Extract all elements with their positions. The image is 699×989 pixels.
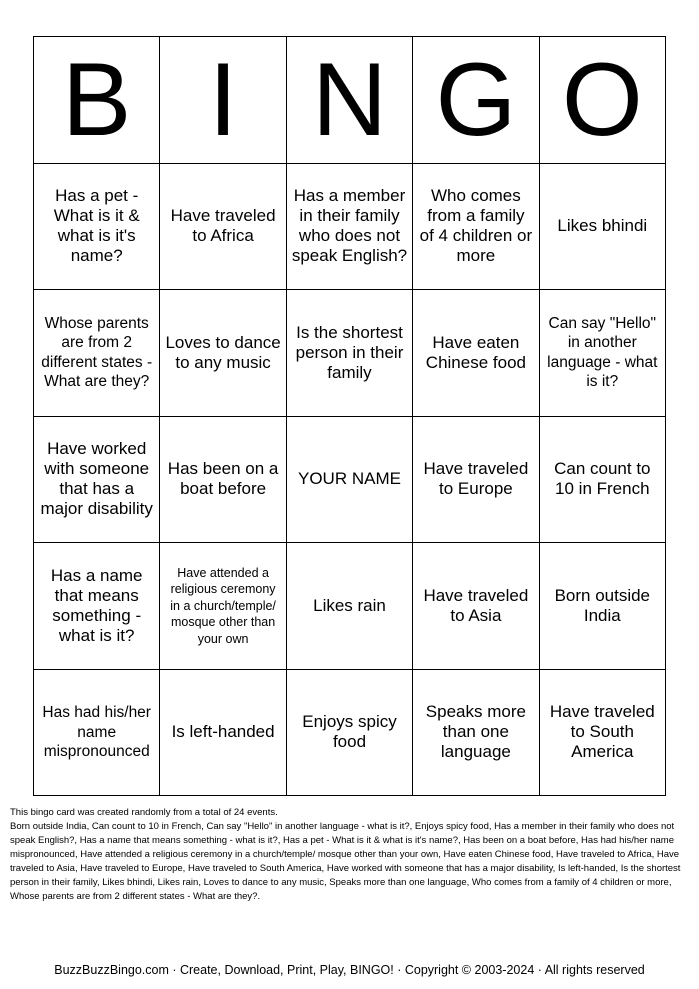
bingo-square[interactable]: Likes rain	[287, 543, 413, 670]
header-letter-o: O	[540, 37, 666, 164]
bingo-square[interactable]: Have traveled to Europe	[413, 417, 539, 544]
footnote-event-list: Born outside India, Can count to 10 in French, Can say "Hello" in another language - what is it?, Enjoys spicy food, Has a member in their family who does not speak English?, Has a name that means something - what is it?, Has a pet - What is it & what is it's name?, Has been on a boat before, Has had his/her name mispronounced, Have attended a religious ceremony in a church/temple/ mosque other than your own, Have eaten Chinese food, Have traveled to Africa, Have traveled to Asia, Have traveled to Europe, Have traveled to South America, Have worked with someone that has a major disability, Is left-handed, Is the shortest person in their family, Likes bhindi, Likes rain, Loves to dance to any music, Speaks more than one language, Who comes from a family of 4 children or more, Whose parents are from 2 different states - What are they?.	[10, 821, 681, 902]
site-footer: BuzzBuzzBingo.com · Create, Download, Print, Play, BINGO! · Copyright © 2003-2024 · All rights reserved	[54, 963, 645, 977]
bingo-square[interactable]: Has a name that means something - what is it?	[34, 543, 160, 670]
bingo-square[interactable]: Enjoys spicy food	[287, 670, 413, 797]
header-letter-i: I	[160, 37, 286, 164]
header-letter-b: B	[34, 37, 160, 164]
bingo-square[interactable]: Can say "Hello" in another language - what is it?	[540, 290, 666, 417]
card-footnote	[10, 806, 692, 904]
bingo-square[interactable]: Have traveled to Africa	[160, 164, 286, 291]
bingo-square[interactable]: Have traveled to South America	[540, 670, 666, 797]
bingo-square[interactable]: Has had his/her name mispronounced	[34, 670, 160, 797]
header-letter-g: G	[413, 37, 539, 164]
bingo-square[interactable]: Have worked with someone that has a major disability	[34, 417, 160, 544]
bingo-square[interactable]: Likes bhindi	[540, 164, 666, 291]
free-space[interactable]: YOUR NAME	[287, 417, 413, 544]
bingo-square[interactable]: Born outside India	[540, 543, 666, 670]
bingo-square[interactable]: Have traveled to Asia	[413, 543, 539, 670]
bingo-square[interactable]: Whose parents are from 2 different states - What are they?	[34, 290, 160, 417]
bingo-square[interactable]: Can count to 10 in French	[540, 417, 666, 544]
bingo-square[interactable]: Has a member in their family who does not speak English?	[287, 164, 413, 291]
footnote-intro: This bingo card was created randomly from a total of 24 events.	[10, 807, 278, 818]
bingo-square[interactable]: Speaks more than one language	[413, 670, 539, 797]
bingo-square[interactable]: Who comes from a family of 4 children or more	[413, 164, 539, 291]
header-letter-n: N	[287, 37, 413, 164]
bingo-square[interactable]: Has a pet - What is it & what is it's name?	[34, 164, 160, 291]
bingo-square[interactable]: Have eaten Chinese food	[413, 290, 539, 417]
bingo-square[interactable]: Is left-handed	[160, 670, 286, 797]
bingo-square[interactable]: Have attended a religious ceremony in a church/temple/ mosque other than your own	[160, 543, 286, 670]
bingo-square[interactable]: Is the shortest person in their family	[287, 290, 413, 417]
bingo-card	[33, 36, 666, 796]
bingo-square[interactable]: Has been on a boat before	[160, 417, 286, 544]
bingo-square[interactable]: Loves to dance to any music	[160, 290, 286, 417]
